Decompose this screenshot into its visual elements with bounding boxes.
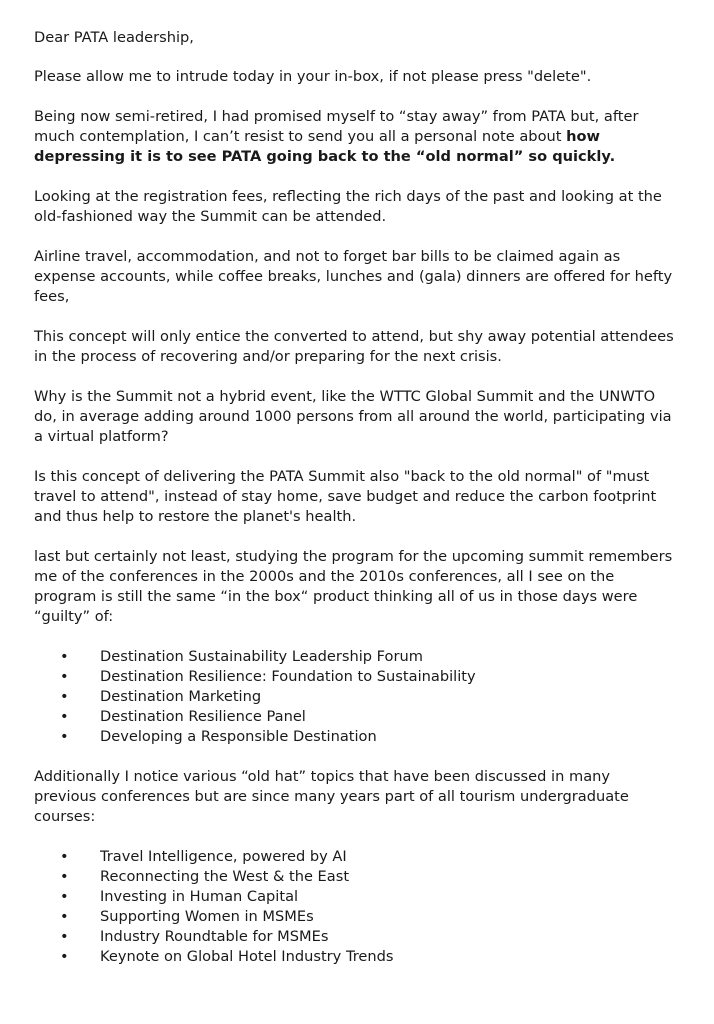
bullet-icon: • (60, 668, 69, 685)
program-topics-list (34, 647, 674, 747)
bullet-icon: • (60, 908, 69, 925)
list-item-text: Developing a Responsible Destination (100, 728, 377, 745)
list-item-text: Investing in Human Capital (100, 888, 299, 905)
bullet-icon: • (60, 848, 69, 865)
bullet-icon: • (60, 708, 69, 725)
list-item (34, 667, 674, 687)
bullet-icon: • (60, 948, 69, 965)
list-item (34, 847, 674, 867)
list-item-text: Destination Marketing (100, 688, 262, 705)
bullet-icon: • (60, 868, 69, 885)
list-item-text: Reconnecting the West & the East (100, 868, 350, 885)
paragraph-hybrid-event: Why is the Summit not a hybrid event, like the WTTC Global Summit and the UNWTO do, in average adding around 1000 persons from all around the world, participating via a virtual platform? (34, 388, 672, 445)
list-item (34, 927, 674, 947)
list-item (34, 887, 674, 907)
list-item-text: Destination Sustainability Leadership Forum (100, 648, 423, 665)
list-item (34, 727, 674, 747)
list-item-text: Keynote on Global Hotel Industry Trends (100, 948, 394, 965)
list-item (34, 907, 674, 927)
list-item (34, 707, 674, 727)
list-item (34, 687, 674, 707)
list-item-text: Destination Resilience: Foundation to Sustainability (100, 668, 476, 685)
list-item-text: Destination Resilience Panel (100, 708, 306, 725)
paragraph-registration-fees: Looking at the registration fees, reflecting the rich days of the past and looking at the old-fashioned way the Summit can be attended. (34, 188, 662, 225)
paragraph-old-hat-topics: Additionally I notice various “old hat” topics that have been discussed in many previous conferences but are since many years part of all tourism undergraduate courses: (34, 768, 629, 825)
list-item-text: Industry Roundtable for MSMEs (100, 928, 329, 945)
paragraph-semi-retired-emphasis: how depressing it is to see PATA going back to the “old normal” so quickly. (34, 128, 616, 165)
greeting: Dear PATA leadership, (34, 29, 194, 46)
paragraph-semi-retired-text: Being now semi-retired, I had promised myself to “stay away” from PATA but, after much contemplation, I can’t resist to send you all a personal note about (34, 108, 639, 145)
bullet-icon: • (60, 728, 69, 745)
list-item (34, 647, 674, 667)
list-item-text: Supporting Women in MSMEs (100, 908, 314, 925)
paragraph-old-normal: Is this concept of delivering the PATA Summit also "back to the old normal" of "must travel to attend", instead of stay home, save budget and reduce the carbon footprint and thus help to restore the planet's health. (34, 468, 657, 525)
list-item (34, 867, 674, 887)
bullet-icon: • (60, 688, 69, 705)
bullet-icon: • (60, 928, 69, 945)
paragraph-intro: Please allow me to intrude today in your in-box, if not please press "delete". (34, 68, 592, 85)
paragraph-concept: This concept will only entice the converted to attend, but shy away potential attendees in the process of recovering and/or preparing for the next crisis. (34, 328, 674, 365)
paragraph-expenses: Airline travel, accommodation, and not to forget bar bills to be claimed again as expense accounts, while coffee breaks, lunches and (gala) dinners are offered for hefty fees, (34, 248, 673, 305)
bullet-icon: • (60, 888, 69, 905)
paragraph-program: last but certainly not least, studying the program for the upcoming summit remembers me of the conferences in the 2000s and the 2010s conferences, all I see on the program is still the same “in the box“ product thinking all of us in those days were “guilty” of: (34, 548, 673, 625)
letter-body (34, 28, 674, 987)
paragraph-semi-retired (34, 107, 674, 167)
list-item-text: Travel Intelligence, powered by AI (100, 848, 347, 865)
bullet-icon: • (60, 648, 69, 665)
list-item (34, 947, 674, 967)
old-hat-topics-list (34, 847, 674, 967)
